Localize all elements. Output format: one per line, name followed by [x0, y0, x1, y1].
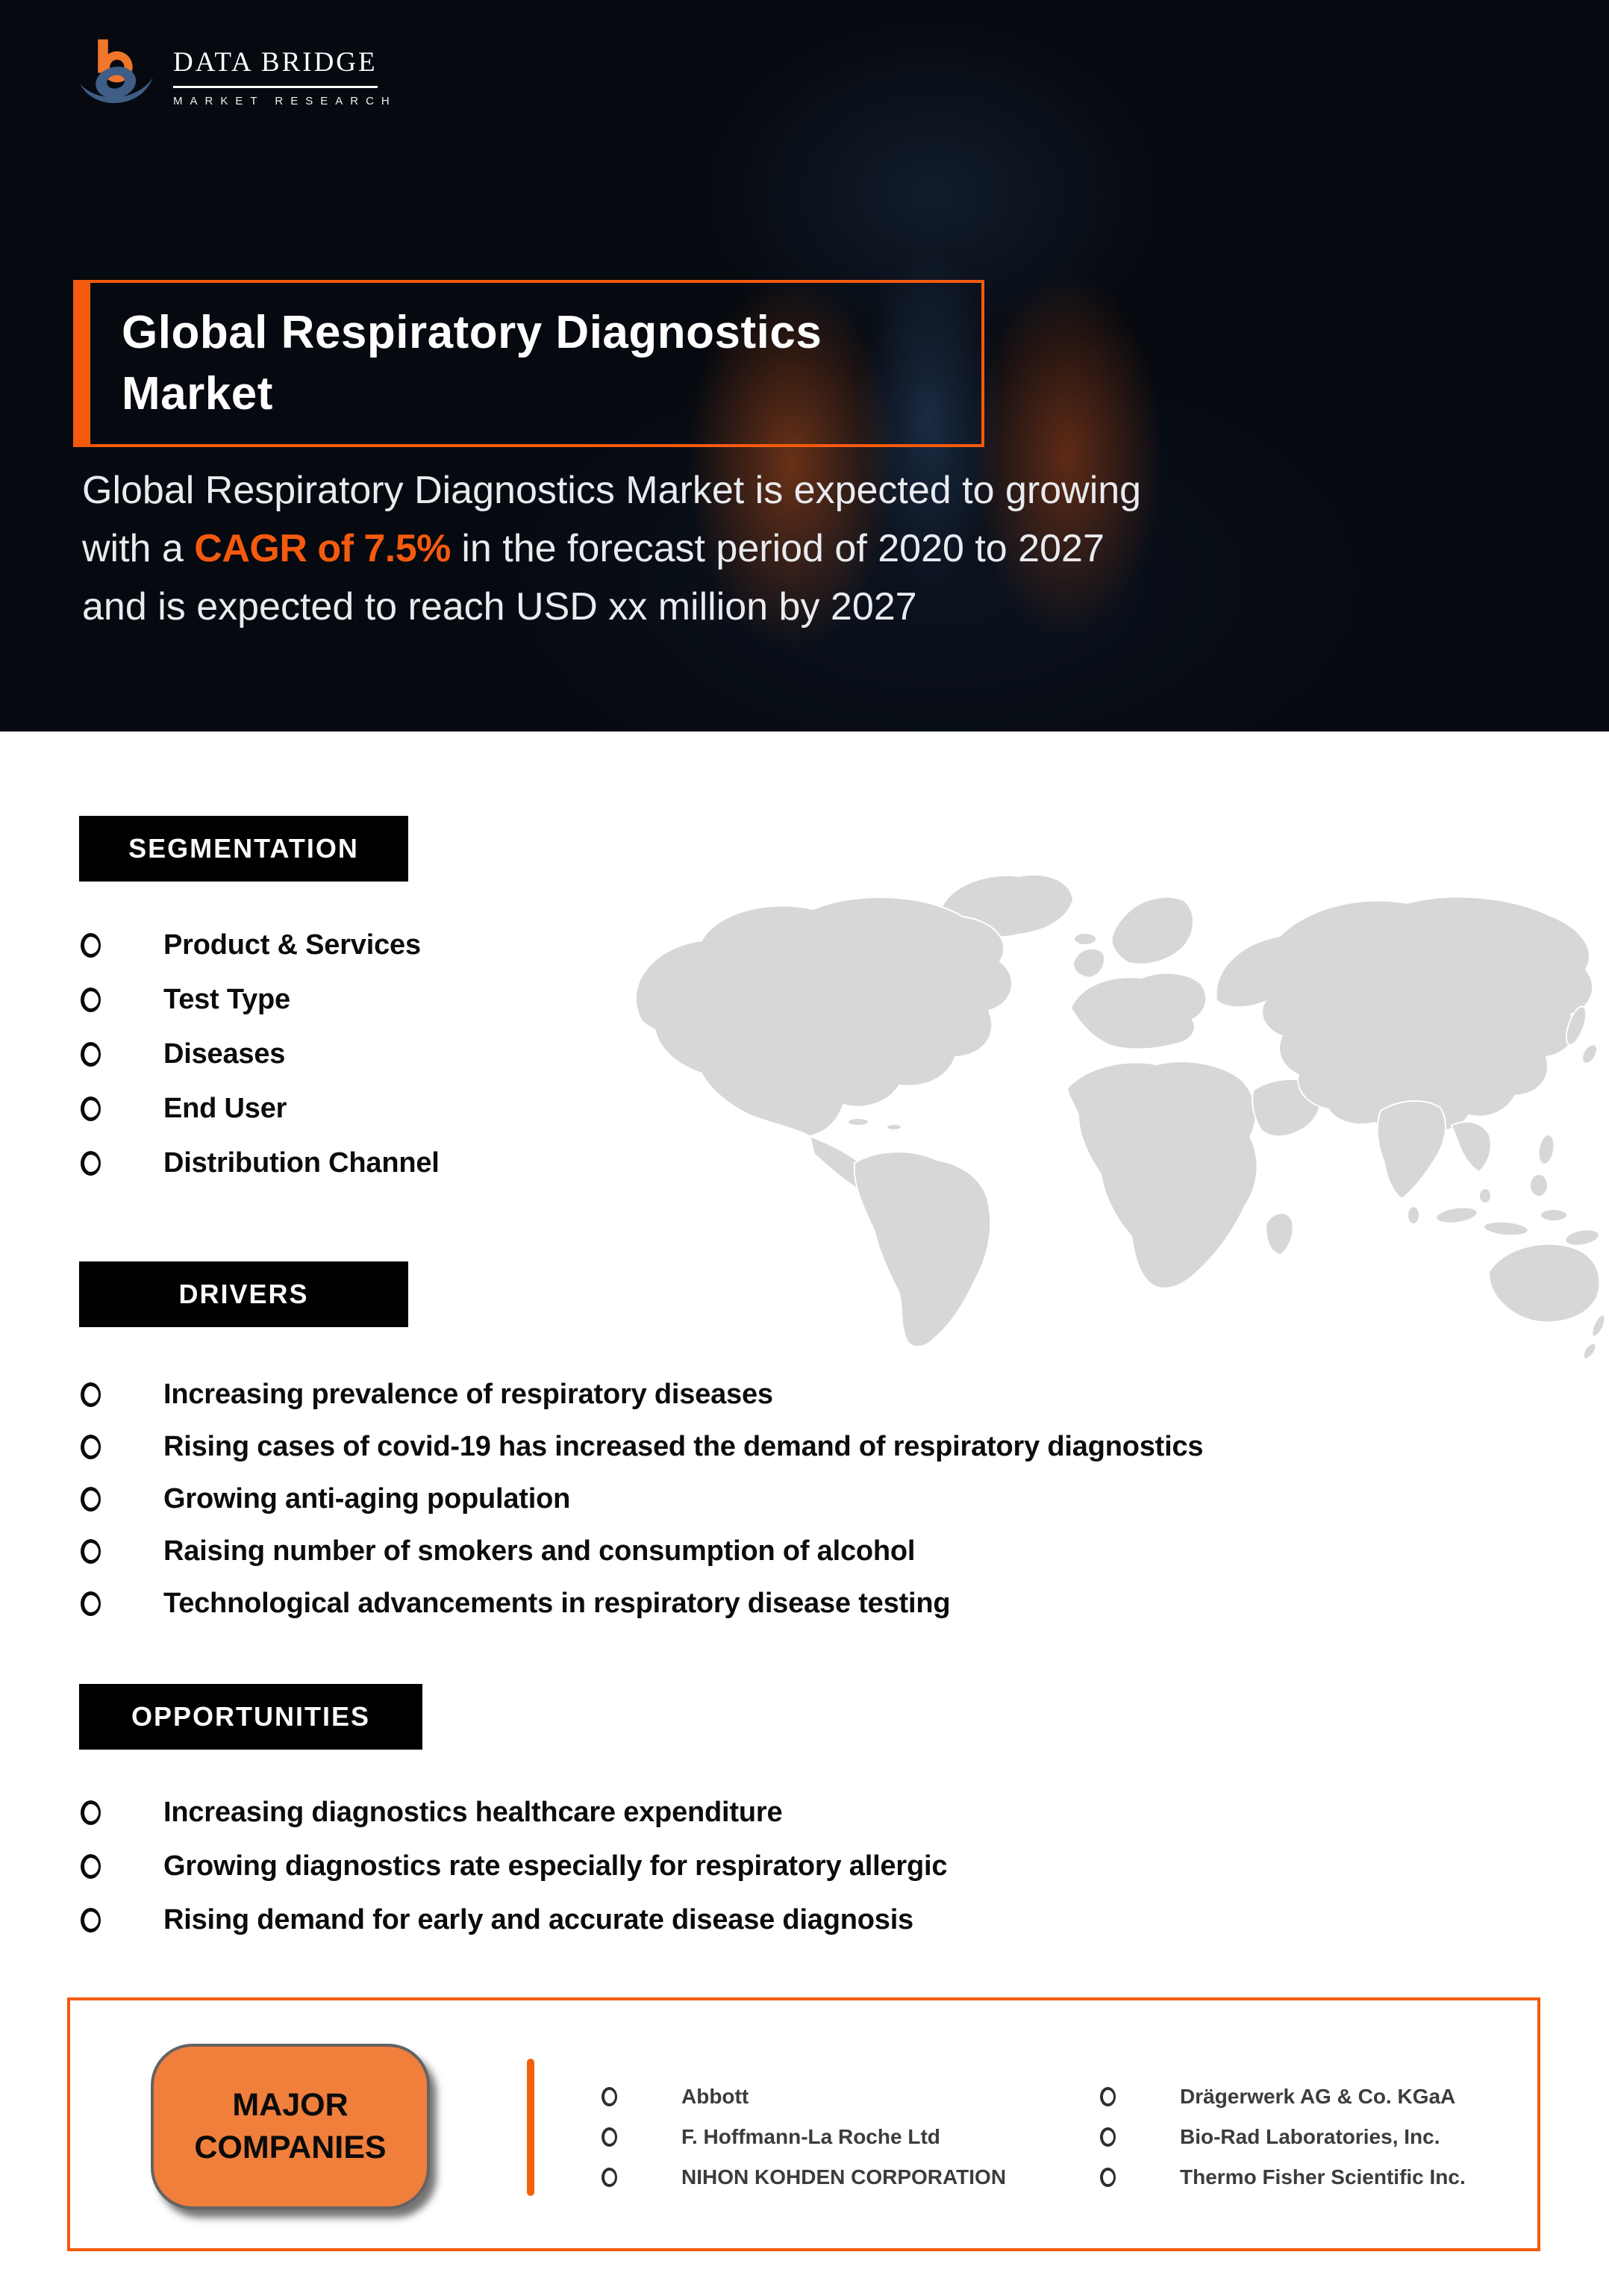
- company-name: NIHON KOHDEN CORPORATION: [681, 2165, 1007, 2189]
- brand-logo-text: [173, 46, 397, 107]
- open-circle-bullet-icon: [602, 2087, 617, 2106]
- company-name: Thermo Fisher Scientific Inc.: [1180, 2165, 1466, 2189]
- open-circle-bullet-icon: [81, 933, 101, 958]
- segmentation-list-item: [81, 973, 440, 1027]
- open-circle-bullet-icon: [81, 1800, 101, 1825]
- brand-logo: [78, 36, 397, 113]
- driver-list-item: [81, 1420, 1203, 1473]
- summary-text-post: in the forecast period of 2020 to 2027 and is expected to reach USD xx million by 2027: [82, 527, 1105, 628]
- list-item-label: Rising demand for early and accurate disease diagnosis: [163, 1903, 913, 1935]
- data-bridge-logo-icon: [78, 36, 155, 113]
- open-circle-bullet-icon: [81, 1382, 101, 1407]
- company-list-item: [1100, 2157, 1466, 2197]
- market-summary: [82, 461, 1179, 636]
- list-item-label: Test Type: [163, 984, 290, 1015]
- list-item-label: End User: [163, 1093, 287, 1124]
- opportunity-list-item: [81, 1893, 947, 1947]
- open-circle-bullet-icon: [1100, 2168, 1116, 2187]
- segmentation-list: [81, 918, 440, 1191]
- infographic-body: [0, 731, 1609, 2296]
- company-name: F. Hoffmann-La Roche Ltd: [681, 2125, 940, 2148]
- list-item-label: Diseases: [163, 1038, 286, 1070]
- page-title: Global Respiratory Diagnostics Market: [122, 306, 822, 419]
- open-circle-bullet-icon: [602, 2127, 617, 2147]
- brand-name: DATA BRIDGE: [173, 46, 378, 88]
- open-circle-bullet-icon: [1100, 2127, 1116, 2147]
- opportunity-list-item: [81, 1785, 947, 1839]
- segmentation-list-item: [81, 1027, 440, 1082]
- opportunities-heading: OPPORTUNITIES: [79, 1684, 422, 1750]
- open-circle-bullet-icon: [602, 2168, 617, 2187]
- driver-list-item: [81, 1473, 1203, 1525]
- company-list-item: [602, 2077, 1006, 2117]
- driver-list-item: [81, 1577, 1203, 1629]
- open-circle-bullet-icon: [81, 1591, 101, 1616]
- brand-tagline: MARKET RESEARCH: [173, 95, 397, 107]
- segmentation-list-item: [81, 1136, 440, 1191]
- summary-text-pre: Global Respiratory Diagnostics Market is expected to growing with a: [82, 469, 1142, 570]
- title-box: [87, 280, 984, 447]
- companies-column-1: [602, 2077, 1006, 2197]
- list-item-label: Growing anti-aging population: [163, 1482, 571, 1514]
- list-item-label: Product & Services: [163, 929, 421, 961]
- major-companies-panel: [67, 1997, 1540, 2251]
- opportunities-list: [81, 1785, 947, 1947]
- segmentation-list-item: [81, 1082, 440, 1136]
- open-circle-bullet-icon: [81, 1096, 101, 1121]
- open-circle-bullet-icon: [81, 1908, 101, 1932]
- company-name: Bio-Rad Laboratories, Inc.: [1180, 2125, 1440, 2148]
- company-list-item: [602, 2117, 1006, 2157]
- open-circle-bullet-icon: [1100, 2087, 1116, 2106]
- hero-banner: [0, 0, 1609, 731]
- company-name: Abbott: [681, 2085, 749, 2108]
- list-item-label: Distribution Channel: [163, 1147, 440, 1179]
- company-name: Drägerwerk AG & Co. KGaA: [1180, 2085, 1456, 2108]
- major-companies-badge: MAJOR COMPANIES: [151, 2044, 430, 2209]
- segmentation-list-item: [81, 918, 440, 973]
- drivers-list: [81, 1368, 1203, 1629]
- driver-list-item: [81, 1525, 1203, 1577]
- open-circle-bullet-icon: [81, 988, 101, 1012]
- title-accent-bar: [73, 280, 87, 447]
- cagr-highlight: CAGR of 7.5%: [194, 527, 451, 570]
- list-item-label: Rising cases of covid-19 has increased the demand of respiratory diagnostics: [163, 1430, 1204, 1462]
- open-circle-bullet-icon: [81, 1854, 101, 1879]
- company-list-item: [602, 2157, 1006, 2197]
- open-circle-bullet-icon: [81, 1042, 101, 1067]
- world-map: [590, 864, 1609, 1364]
- open-circle-bullet-icon: [81, 1539, 101, 1564]
- open-circle-bullet-icon: [81, 1487, 101, 1512]
- vertical-divider: [527, 2059, 534, 2196]
- company-list-item: [1100, 2077, 1466, 2117]
- driver-list-item: [81, 1368, 1203, 1420]
- open-circle-bullet-icon: [81, 1151, 101, 1176]
- opportunity-list-item: [81, 1839, 947, 1893]
- list-item-label: Raising number of smokers and consumption of alcohol: [163, 1535, 916, 1567]
- drivers-heading: DRIVERS: [79, 1261, 408, 1327]
- list-item-label: Growing diagnostics rate especially for respiratory allergic: [163, 1850, 948, 1882]
- companies-column-2: [1100, 2077, 1466, 2197]
- list-item-label: Technological advancements in respiratory disease testing: [163, 1587, 951, 1619]
- open-circle-bullet-icon: [81, 1435, 101, 1459]
- segmentation-heading: SEGMENTATION: [79, 816, 408, 882]
- list-item-label: Increasing prevalence of respiratory diseases: [163, 1378, 773, 1410]
- list-item-label: Increasing diagnostics healthcare expenditure: [163, 1796, 783, 1828]
- company-list-item: [1100, 2117, 1466, 2157]
